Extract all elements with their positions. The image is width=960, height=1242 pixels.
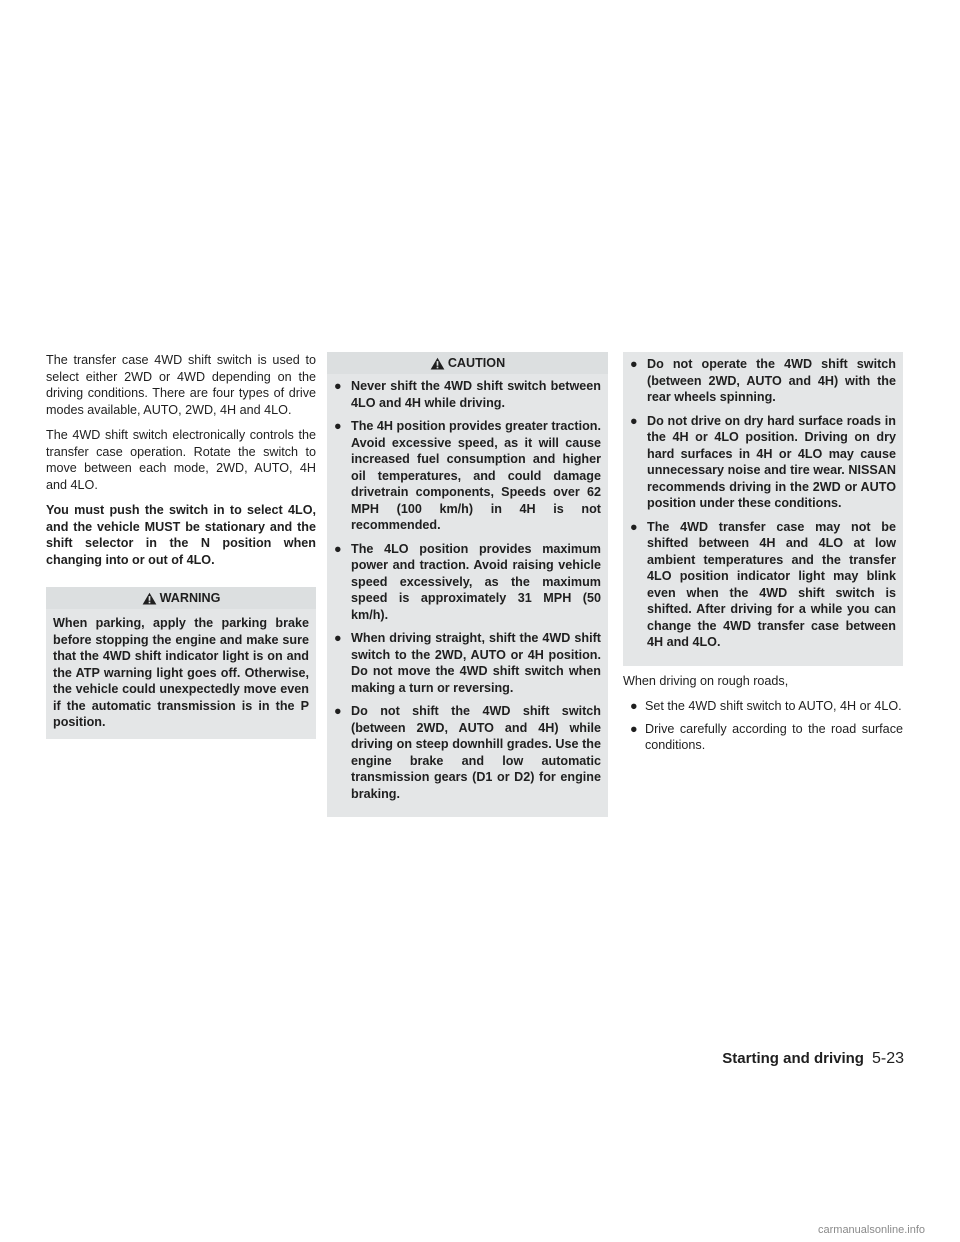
bullet: ● xyxy=(334,379,342,393)
switch-paragraph: The 4WD shift switch electronically controls the transfer case operation. Rotate the switch to move between each mode, 2WD, AUTO, 4H and 4LO. xyxy=(46,428,316,492)
bullet: ● xyxy=(630,413,638,428)
warning-box xyxy=(46,587,316,739)
caution-item: ● When driving straight, shift the 4WD shift switch to the 2WD, AUTO or 4H position. Do not move the 4WD shift switch when making a turn or reversing. xyxy=(334,631,601,695)
warning-header xyxy=(46,587,316,609)
list-item: ● Drive carefully according to the road surface conditions. xyxy=(623,721,903,754)
bullet: ● xyxy=(630,519,638,534)
rough-roads-intro: When driving on rough roads, xyxy=(623,673,789,688)
page-number: 5-23 xyxy=(871,1050,904,1067)
bullet: ● xyxy=(630,357,638,371)
bullet: ● xyxy=(630,699,638,713)
list-item: ● Set the 4WD shift switch to AUTO, 4H or 4LO. xyxy=(623,698,903,715)
bullet: ● xyxy=(334,631,342,645)
caution-item: ● The 4WD transfer case may not be shifted between 4H and 4LO at low ambient temperatures and the transfer 4LO position indicator light may blink even when the 4WD shift switch is shifted. After driving for a while you can change the 4WD transfer case between 4H and 4LO. xyxy=(630,519,896,649)
caution-item: ● Never shift the 4WD shift switch between 4LO and 4H while driving. xyxy=(334,379,601,410)
caution-box xyxy=(327,352,608,817)
bullet: ● xyxy=(630,721,638,736)
column-middle xyxy=(327,352,608,817)
bullet: ● xyxy=(334,541,342,556)
section-title: Starting and driving xyxy=(722,1050,864,1067)
warning-text: When parking, apply the parking brake before stopping the engine and make sure that the 4WD shift indicator light is on and the ATP warning light goes off. Otherwise, the vehicle could unexpectedly move even if the automatic transmission is in the P position. xyxy=(53,616,309,729)
caution-title: CAUTION xyxy=(447,356,506,370)
bullet: ● xyxy=(334,704,342,718)
intro-paragraph: The transfer case 4WD shift switch is used to select either 2WD or 4WD depending on the driving conditions. There are four types of drive modes available, AUTO, 2WD, 4H and 4LO. xyxy=(46,353,316,417)
warning-triangle-icon xyxy=(142,592,157,605)
4lo-instruction-paragraph: You must push the switch in to select 4LO, and the vehicle MUST be stationary and the shift selector in the N position when changing into or out of 4LO. xyxy=(46,503,316,567)
warning-triangle-icon xyxy=(430,357,445,370)
caution-item: ● Do not drive on dry hard surface roads in the 4H or 4LO position. Driving on dry hard surfaces in 4H or 4LO may cause unnecessary noise and tire wear. NISSAN recommends driving in the 2WD or AUTO position under these conditions. xyxy=(630,413,896,510)
bullet: ● xyxy=(334,419,342,433)
caution-item: ● The 4H position provides greater traction. Avoid excessive speed, as it will cause increased fuel consumption and higher oil temperatures, and could damage drivetrain components, Speeds over 62 MPH (100 km/h) in 4H is not recommended. xyxy=(334,419,601,532)
caution-item: ● Do not shift the 4WD shift switch (between 2WD, AUTO and 4H) while driving on steep downhill grades. Use the engine brake and low automatic transmission gears (D1 or D2) for engine braking. xyxy=(334,704,601,801)
warning-title: WARNING xyxy=(159,591,221,605)
rough-roads-list xyxy=(623,698,903,754)
column-right xyxy=(623,352,903,760)
caution-header xyxy=(327,352,608,374)
watermark: carmanualsonline.info xyxy=(818,1224,926,1236)
column-left xyxy=(46,352,316,739)
caution-continued-box xyxy=(623,352,903,666)
caution-item: ● Do not operate the 4WD shift switch (between 2WD, AUTO and 4H) with the rear wheels spinning. xyxy=(630,357,896,404)
page-footer xyxy=(722,1050,904,1068)
caution-item: ● The 4LO position provides maximum power and traction. Avoid raising vehicle speed excessively, as the maximum speed is approximately 31 MPH (50 km/h). xyxy=(334,541,601,622)
